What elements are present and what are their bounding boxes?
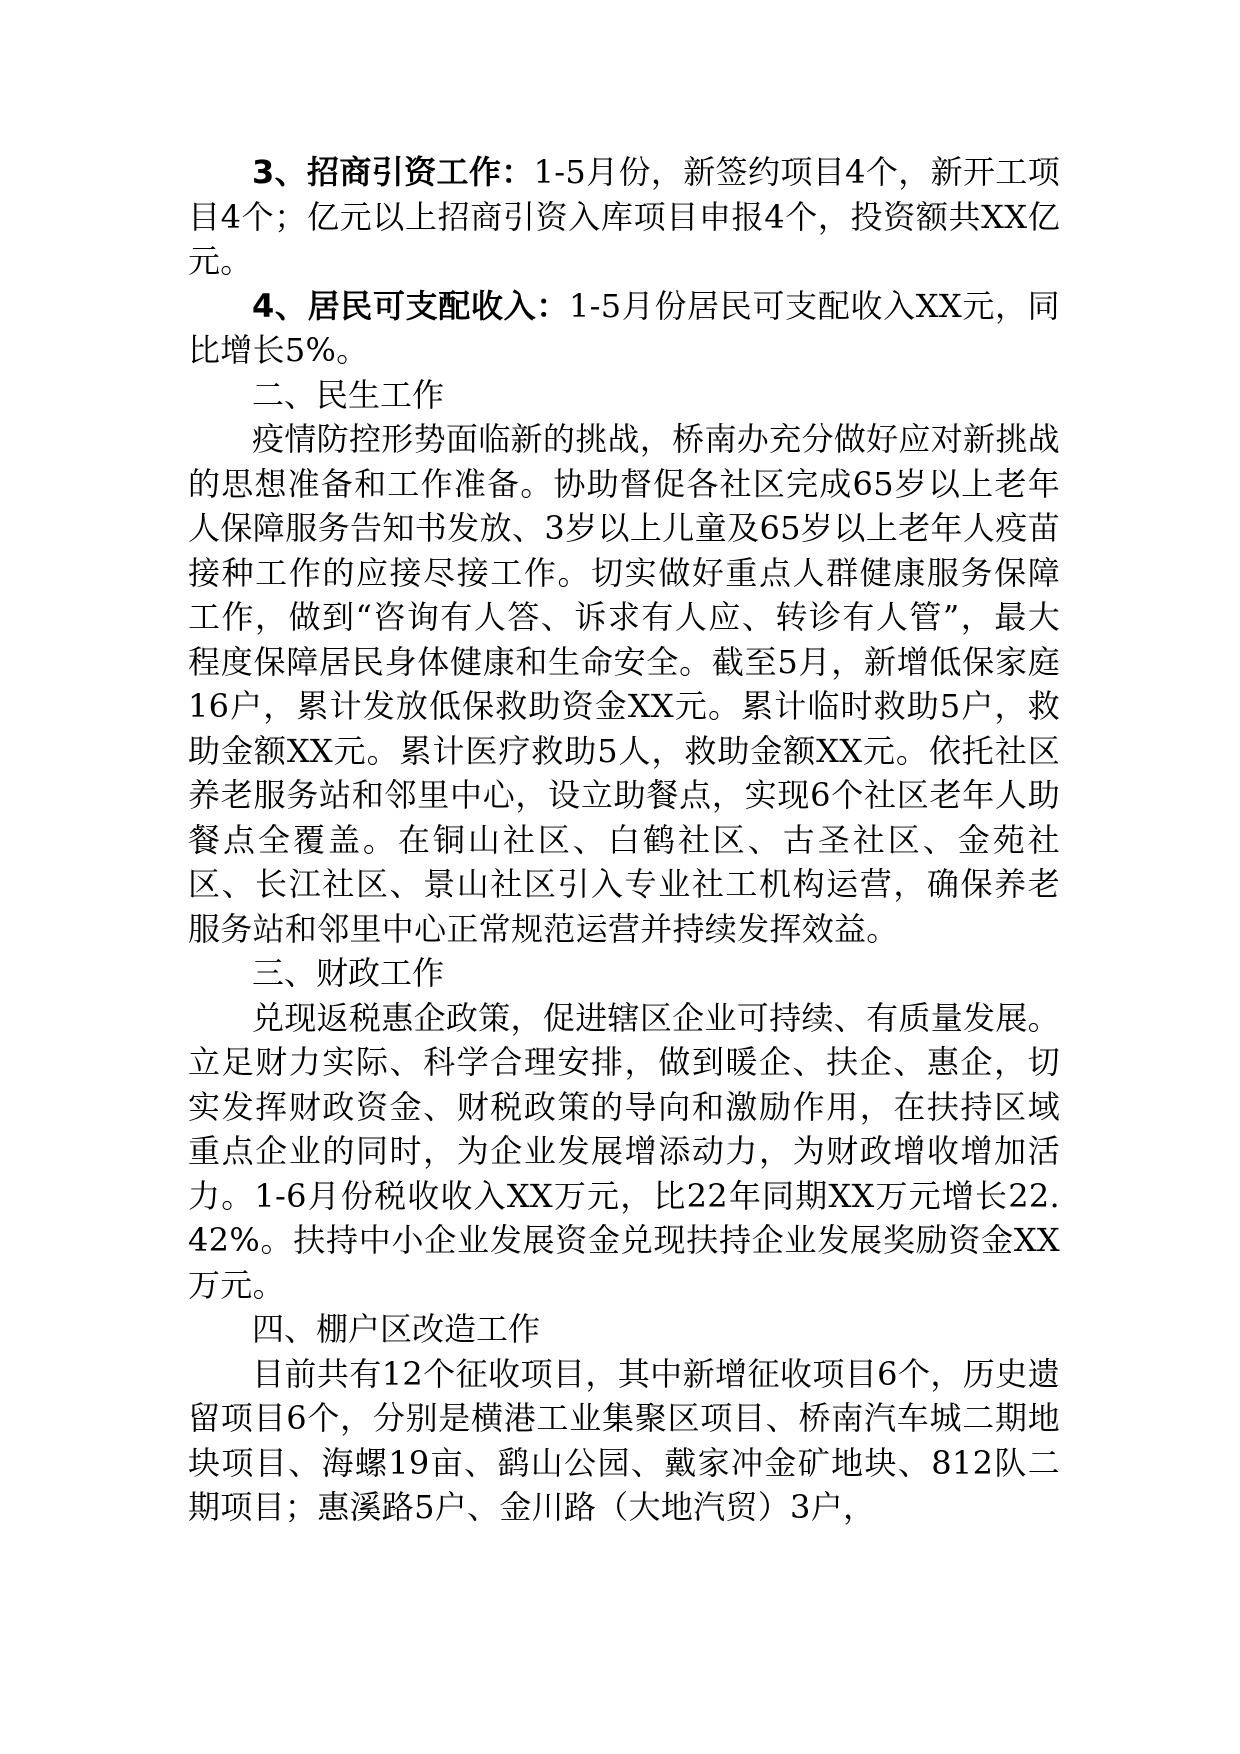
section-heading-renovation: 四、棚户区改造工作 — [252, 1310, 541, 1348]
paragraph-lead: 4、居民可支配收入： — [252, 286, 569, 325]
paragraph-investment — [188, 150, 1060, 284]
paragraph-lead: 3、招商引资工作： — [252, 153, 534, 191]
section-body-renovation: 目前共有12个征收项目，其中新增征收项目6个，历史遗留项目6个，分别是横港工业集聚区项目、桥南汽车城二期地块项目、海螺19亩、鹞山公园、戴家冲金矿地块、812队二期项目；惠溪路5户、金川路（大地汽贸）3户， — [188, 1354, 1060, 1526]
section-heading-finance: 三、财政工作 — [252, 954, 445, 992]
paragraph-text: 1-5月份居民可支配收入XX元，同比增长5%。 — [188, 286, 1060, 369]
paragraph-text: 1-5月份，新签约项目4个，新开工项目4个；亿元以上招商引资入库项目申报4个，投资额共XX亿元。 — [188, 153, 1061, 280]
section-body-finance: 兑现返税惠企政策，促进辖区企业可持续、有质量发展。立足财力实际、科学合理安排，做到暖企、扶企、惠企，切实发挥财政资金、财税政策的导向和激励作用，在扶持区域重点企业的同时，为企业发展增添动力，为财政增收增加活力。1-6月份税收收入XX万元，比22年同期XX万元增长22.42%。扶持中小企业发展资金兑现扶持企业发展奖励资金XX万元。 — [188, 998, 1060, 1304]
section-body-livelihood: 疫情防控形势面临新的挑战，桥南办充分做好应对新挑战的思想准备和工作准备。协助督促各社区完成65岁以上老年人保障服务告知书发放、3岁以上儿童及65岁以上老年人疫苗接种工作的应接尽接工作。切实做好重点人群健康服务保障工作，做到“咨询有人答、诉求有人应、转诊有人管”，最大程度保障居民身体健康和生命安全。截至5月，新增低保家庭16户，累计发放低保救助资金XX元。累计临时救助5户，救助金额XX元。累计医疗救助5人，救助金额XX元。依托社区养老服务站和邻里中心，设立助餐点，实现6个社区老年人助餐点全覆盖。在铜山社区、白鹤社区、古圣社区、金苑社区、长江社区、景山社区引入专业社工机构运营，确保养老服务站和邻里中心正常规范运营并持续发挥效益。 — [188, 420, 1060, 948]
document-page — [188, 150, 1060, 1530]
paragraph-income — [188, 284, 1060, 373]
section-heading-livelihood: 二、民生工作 — [252, 375, 445, 414]
